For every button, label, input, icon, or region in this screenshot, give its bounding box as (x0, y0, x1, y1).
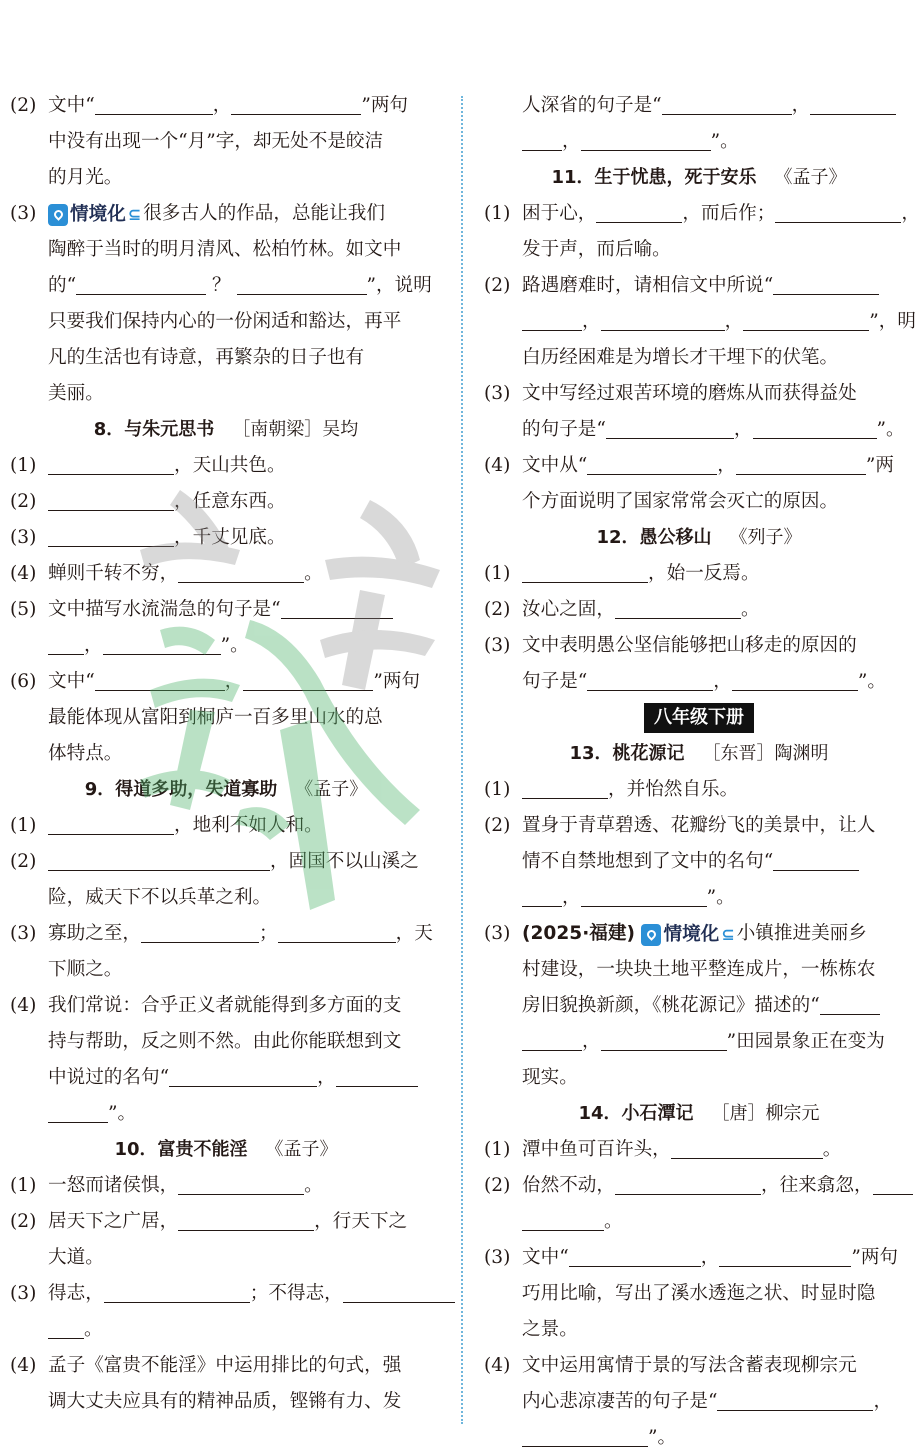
question-continuation (484, 988, 914, 1024)
question-line (10, 1168, 442, 1204)
answer-blank[interactable] (820, 992, 880, 1015)
question-text: 中没有出现一个“月”字，却无处不是皎洁 (48, 131, 384, 152)
section-author: ［唐］柳宗元 (711, 1103, 820, 1124)
answer-blank[interactable] (336, 1064, 418, 1087)
question-continuation (10, 1060, 442, 1096)
question-text: ，天 (395, 923, 433, 944)
question-text: ；不得志， (249, 1283, 343, 1304)
question-text: ， (582, 311, 601, 332)
question-number: (3) (484, 1247, 511, 1268)
question-number: (2) (10, 1211, 37, 1232)
question-text: 文中“ (48, 95, 95, 116)
question-text: 句子是“ (522, 671, 588, 692)
context-tag-label: 情境化 (663, 923, 720, 945)
answer-blank[interactable] (522, 776, 608, 799)
question-text: ， (700, 1247, 720, 1268)
question-text: 凡的生活也有诗意，再繁杂的日子也有 (48, 347, 365, 368)
section-title: 11．生于忧患，死于安乐 (551, 167, 757, 188)
answer-blank[interactable] (237, 272, 367, 295)
question-line (484, 268, 914, 304)
question-line (10, 88, 442, 124)
answer-blank[interactable] (95, 92, 213, 115)
answer-blank[interactable] (48, 524, 174, 547)
question-text: 调大丈夫应具有的精神品质，铿锵有力、发 (48, 1391, 402, 1412)
question-text: 美丽。 (48, 383, 104, 404)
question-continuation (484, 664, 914, 700)
question-line (10, 592, 442, 628)
question-number: (4) (10, 995, 37, 1016)
question-line (10, 556, 442, 592)
answer-blank[interactable] (178, 1172, 304, 1195)
question-text: ”两句 (361, 95, 409, 116)
question-number: (2) (484, 599, 511, 620)
question-text: 体特点。 (48, 743, 123, 764)
question-text: 文中写经过艰苦环境的磨炼从而获得益处 (522, 383, 857, 404)
answer-blank[interactable] (48, 1100, 108, 1123)
question-text: 我们常说：合乎正义者就能得到多方面的支 (48, 995, 402, 1016)
question-text: ， (791, 95, 811, 116)
section-heading (484, 160, 914, 196)
question-number: (3) (10, 1283, 37, 1304)
section-author: 《孟子》 (295, 779, 368, 800)
question-text: 中说过的名句“ (48, 1067, 170, 1088)
question-text: ”。 (876, 419, 905, 440)
answer-blank[interactable] (717, 1388, 873, 1411)
section-author: 《孟子》 (774, 167, 847, 188)
answer-blank[interactable] (48, 488, 174, 511)
question-number: (2) (10, 491, 37, 512)
question-text: ， (562, 887, 581, 908)
answer-blank[interactable] (522, 128, 562, 151)
question-number: (4) (484, 1355, 511, 1376)
question-text: 之景。 (522, 1319, 578, 1340)
question-line (484, 916, 914, 952)
question-line (484, 376, 914, 412)
question-text: 房旧貌换新颜，《桃花源记》描述的“ (522, 995, 820, 1016)
question-text: 文中运用寓情于景的写法含蓄表现柳宗元 (522, 1355, 857, 1376)
question-continuation (484, 1384, 914, 1420)
question-line (10, 1276, 442, 1312)
answer-blank[interactable] (775, 200, 901, 223)
question-line (10, 1204, 442, 1240)
question-line (10, 196, 442, 232)
answer-blank[interactable] (48, 632, 84, 655)
question-text: ， (901, 203, 920, 224)
question-line (484, 772, 914, 808)
question-continuation (484, 952, 914, 988)
question-text: 得志， (48, 1283, 104, 1304)
question-continuation (10, 1384, 442, 1420)
question-continuation (10, 700, 442, 736)
bracket-icon: ⊆ (721, 924, 735, 944)
answer-blank[interactable] (104, 1280, 250, 1303)
location-pin-icon (48, 204, 68, 226)
question-text: 佁然不动， (522, 1175, 615, 1196)
question-text: ”。 (220, 635, 249, 656)
answer-blank[interactable] (178, 1208, 314, 1231)
question-continuation (10, 268, 442, 304)
question-text: 村建设，一块块土地平整连成片，一栋栋农 (522, 959, 876, 980)
question-line (484, 592, 914, 628)
question-text: ”，明 (869, 311, 916, 332)
question-line (10, 916, 442, 952)
question-line (10, 484, 442, 520)
question-line (10, 808, 442, 844)
question-text: ”田园景象正在变为 (726, 1031, 885, 1052)
answer-blank[interactable] (662, 92, 792, 115)
question-line (10, 1348, 442, 1384)
question-continuation (10, 124, 442, 160)
question-text: 大道。 (48, 1247, 104, 1268)
answer-blank[interactable] (732, 668, 858, 691)
question-text: 。 (84, 1319, 103, 1340)
answer-blank[interactable] (278, 920, 396, 943)
question-text: 。 (304, 1175, 323, 1196)
question-line (484, 1348, 914, 1384)
question-text: ”两 (865, 455, 895, 476)
question-text: ，天山共色。 (174, 455, 286, 476)
question-text: 险，威天下不以兵革之利。 (48, 887, 272, 908)
context-tag (641, 917, 736, 953)
section-heading (484, 520, 914, 556)
bracket-icon: ⊆ (127, 204, 142, 224)
question-line (10, 664, 442, 700)
answer-blank[interactable] (873, 1172, 913, 1195)
question-line (484, 448, 914, 484)
section-title: 14．小石潭记 (578, 1103, 694, 1124)
answer-blank[interactable] (522, 1424, 648, 1447)
answer-blank[interactable] (615, 1172, 761, 1195)
question-text: ，并怡然自乐。 (608, 779, 739, 800)
question-number: (3) (10, 203, 37, 224)
answer-blank[interactable] (48, 1316, 84, 1339)
question-number: (2) (10, 851, 37, 872)
question-number: (1) (10, 1175, 37, 1196)
question-number: (2) (10, 95, 37, 116)
question-number: (5) (10, 599, 37, 620)
question-text: 一怒而诸侯惧， (48, 1175, 179, 1196)
question-continuation (10, 232, 442, 268)
question-continuation (484, 412, 914, 448)
question-line (484, 1240, 914, 1276)
question-continuation (10, 1024, 442, 1060)
answer-blank[interactable] (76, 272, 206, 295)
answer-blank[interactable] (522, 1028, 582, 1051)
answer-blank[interactable] (736, 452, 866, 475)
section-heading (10, 412, 442, 448)
answer-blank[interactable] (141, 920, 259, 943)
question-number: (2) (484, 1175, 511, 1196)
question-number: (1) (484, 1139, 511, 1160)
question-text: 最能体现从富阳到桐庐一百多里山水的总 (48, 707, 383, 728)
answer-blank[interactable] (343, 1280, 455, 1303)
answer-blank[interactable] (601, 308, 725, 331)
question-text: ”。 (857, 671, 887, 692)
section-title: 8．与朱元思书 (93, 419, 215, 440)
question-continuation (484, 232, 914, 268)
question-text: ，任意东西。 (174, 491, 286, 512)
answer-blank[interactable] (48, 452, 174, 475)
answer-blank[interactable] (743, 308, 869, 331)
answer-blank[interactable] (169, 1064, 317, 1087)
question-text: 。 (604, 1211, 623, 1232)
question-continuation (10, 376, 442, 412)
question-text: ， (873, 1391, 893, 1412)
answer-blank[interactable] (243, 668, 373, 691)
question-number: (3) (10, 527, 37, 548)
question-text: 蝉则千转不穷， (48, 563, 179, 584)
question-number: (6) (10, 671, 37, 692)
left-column (10, 88, 442, 1420)
question-continuation (484, 304, 914, 340)
question-number: (1) (484, 203, 511, 224)
question-text: 的月光。 (48, 167, 123, 188)
question-continuation (10, 952, 442, 988)
answer-blank[interactable] (587, 452, 717, 475)
answer-blank[interactable] (48, 812, 174, 835)
question-number: (1) (10, 815, 37, 836)
question-text: ， (84, 635, 103, 656)
question-number: (2) (484, 275, 511, 296)
question-text: ，千丈见底。 (174, 527, 286, 548)
section-title: 10．富贵不能淫 (114, 1139, 248, 1160)
question-text: 居天下之广居， (48, 1211, 179, 1232)
question-number: (4) (10, 563, 37, 584)
question-continuation (484, 1312, 914, 1348)
question-text: 。 (304, 563, 323, 584)
question-continuation (484, 1420, 914, 1456)
answer-blank[interactable] (103, 632, 221, 655)
question-text: ， (562, 131, 581, 152)
question-text: ， (733, 419, 753, 440)
question-text: 。 (822, 1139, 842, 1160)
question-continuation (10, 1240, 442, 1276)
question-text: 文中描写水流湍急的句子是“ (48, 599, 281, 620)
section-title: 12．愚公移山 (596, 527, 712, 548)
question-line (484, 1168, 914, 1204)
question-text: ，行天下之 (314, 1211, 408, 1232)
answer-blank[interactable] (671, 1136, 823, 1159)
question-text: 陶醉于当时的明月清风、松柏竹林。如文中 (48, 239, 402, 260)
answer-blank[interactable] (810, 92, 896, 115)
question-text: ”，说明 (366, 275, 432, 296)
context-tag-label: 情境化 (70, 203, 126, 225)
question-text: ”。 (710, 131, 739, 152)
section-title: 9．得道多助，失道寡助 (84, 779, 278, 800)
answer-blank[interactable] (753, 416, 877, 439)
question-text: 巧用比喻，写出了溪水透迤之状、时显时隐 (522, 1283, 876, 1304)
question-number: (3) (484, 923, 511, 944)
section-author: ［东晋］陶渊明 (702, 743, 829, 764)
question-text: 文中“ (522, 1247, 569, 1268)
location-pin-icon (641, 924, 661, 946)
question-continuation (10, 1312, 442, 1348)
question-text: 内心悲凉凄苦的句子是“ (522, 1391, 718, 1412)
question-text: ，往来翕忽， (760, 1175, 873, 1196)
question-number: (1) (10, 455, 37, 476)
question-line (484, 808, 914, 844)
question-text: ”两句 (851, 1247, 899, 1268)
question-number: (1) (484, 779, 511, 800)
question-continuation (484, 88, 914, 124)
question-line (484, 628, 914, 664)
question-text: ， (224, 671, 244, 692)
answer-blank[interactable] (522, 308, 582, 331)
answer-blank[interactable] (178, 560, 304, 583)
answer-blank[interactable] (569, 1244, 701, 1267)
question-continuation (484, 1060, 914, 1096)
question-text: 。 (740, 599, 760, 620)
answer-blank[interactable] (522, 884, 562, 907)
question-source: (2025·福建) (522, 923, 642, 944)
answer-blank[interactable] (773, 272, 879, 295)
question-line (10, 520, 442, 556)
question-text: ， (724, 311, 744, 332)
question-number: (3) (10, 923, 37, 944)
question-text: ？ (206, 275, 237, 296)
answer-blank[interactable] (522, 1208, 604, 1231)
question-number: (4) (10, 1355, 37, 1376)
column-divider (461, 96, 463, 1424)
question-continuation (10, 1096, 442, 1132)
question-number: (2) (484, 815, 511, 836)
question-continuation (10, 736, 442, 772)
question-line (484, 196, 920, 232)
question-text: ”。 (648, 1427, 677, 1448)
grade-banner-row (484, 700, 914, 736)
question-line (484, 556, 914, 592)
answer-blank[interactable] (719, 1244, 851, 1267)
question-number: (1) (484, 563, 511, 584)
question-continuation (10, 880, 442, 916)
answer-blank[interactable] (596, 200, 682, 223)
question-text: ， (582, 1031, 601, 1052)
answer-blank[interactable] (587, 668, 713, 691)
question-continuation (484, 484, 914, 520)
question-text: 文中表明愚公坚信能够把山移走的原因的 (522, 635, 857, 656)
question-line (10, 844, 442, 880)
grade-banner: 八年级下册 (644, 703, 754, 733)
question-text: 潭中鱼可百许头， (522, 1139, 671, 1160)
question-number: (3) (484, 383, 511, 404)
right-column (484, 88, 920, 1456)
question-continuation (484, 1204, 914, 1240)
answer-blank[interactable] (281, 596, 393, 619)
question-text: ， (713, 671, 732, 692)
question-line (10, 988, 442, 1024)
question-continuation (484, 124, 914, 160)
question-text: ，始一反焉。 (648, 563, 760, 584)
question-text: 只要我们保持内心的一份闲适和豁达，再平 (48, 311, 402, 332)
question-text: 发于声，而后喻。 (522, 239, 671, 260)
section-author: 《孟子》 (265, 1139, 338, 1160)
answer-blank[interactable] (773, 848, 859, 871)
question-text: 路遇磨难时，请相信文中所说“ (522, 275, 774, 296)
question-text: 文中从“ (522, 455, 588, 476)
question-text: 人深省的句子是“ (522, 95, 662, 116)
section-author: 《列子》 (729, 527, 802, 548)
question-text: 个方面说明了国家常常会灭亡的原因。 (522, 491, 839, 512)
section-heading (484, 1096, 914, 1132)
answer-blank[interactable] (615, 596, 741, 619)
question-text: 文中“ (48, 671, 95, 692)
question-text: 下顺之。 (48, 959, 123, 980)
question-text: ，地利不如人和。 (174, 815, 323, 836)
question-number: (4) (484, 455, 511, 476)
answer-blank[interactable] (581, 884, 707, 907)
question-text: 的句子是“ (522, 419, 606, 440)
answer-blank[interactable] (48, 848, 270, 871)
question-text: 置身于青草碧透、花瓣纷飞的美景中，让人 (522, 815, 876, 836)
question-text: 困于心， (522, 203, 597, 224)
question-continuation (10, 304, 442, 340)
question-text: 持与帮助，反之则不然。由此你能联想到文 (48, 1031, 402, 1052)
question-text: ”。 (108, 1103, 137, 1124)
question-text: ，固国不以山溪之 (270, 851, 419, 872)
question-continuation (484, 1276, 914, 1312)
question-text: 现实。 (522, 1067, 578, 1088)
question-text: 白历经困难是为增长才干埋下的伏笔。 (522, 347, 839, 368)
question-text: 寡助之至， (48, 923, 141, 944)
question-continuation (484, 1024, 914, 1060)
section-heading (484, 736, 914, 772)
question-line (10, 448, 442, 484)
question-line (484, 1132, 914, 1168)
question-continuation (484, 844, 914, 880)
section-title: 13．桃花源记 (569, 743, 685, 764)
question-continuation (10, 340, 442, 376)
question-text: ”。 (706, 887, 735, 908)
question-continuation (10, 628, 442, 664)
question-text: ； (258, 923, 278, 944)
answer-blank[interactable] (522, 560, 648, 583)
question-text: 情不自禁地想到了文中的名句“ (522, 851, 774, 872)
answer-blank[interactable] (606, 416, 734, 439)
question-text: 小镇推进美丽乡 (736, 923, 867, 944)
question-text: 汝心之固， (522, 599, 615, 620)
question-text: 的“ (48, 275, 77, 296)
question-text: 很多古人的作品，总能让我们 (143, 203, 385, 224)
question-text: ， (717, 455, 736, 476)
question-text: ， (212, 95, 232, 116)
question-continuation (484, 340, 914, 376)
answer-blank[interactable] (601, 1028, 727, 1051)
answer-blank[interactable] (231, 92, 361, 115)
section-heading (10, 772, 442, 808)
question-number: (3) (484, 635, 511, 656)
question-continuation (484, 880, 914, 916)
section-heading (10, 1132, 442, 1168)
section-author: ［南朝梁］吴均 (232, 419, 359, 440)
question-text: ，而后作； (682, 203, 776, 224)
question-continuation (10, 160, 442, 196)
question-text: ”两句 (373, 671, 421, 692)
question-text: 孟子《富贵不能淫》中运用排比的句式，强 (48, 1355, 402, 1376)
answer-blank[interactable] (581, 128, 711, 151)
context-tag (48, 197, 143, 233)
question-text: ， (317, 1067, 336, 1088)
answer-blank[interactable] (95, 668, 225, 691)
